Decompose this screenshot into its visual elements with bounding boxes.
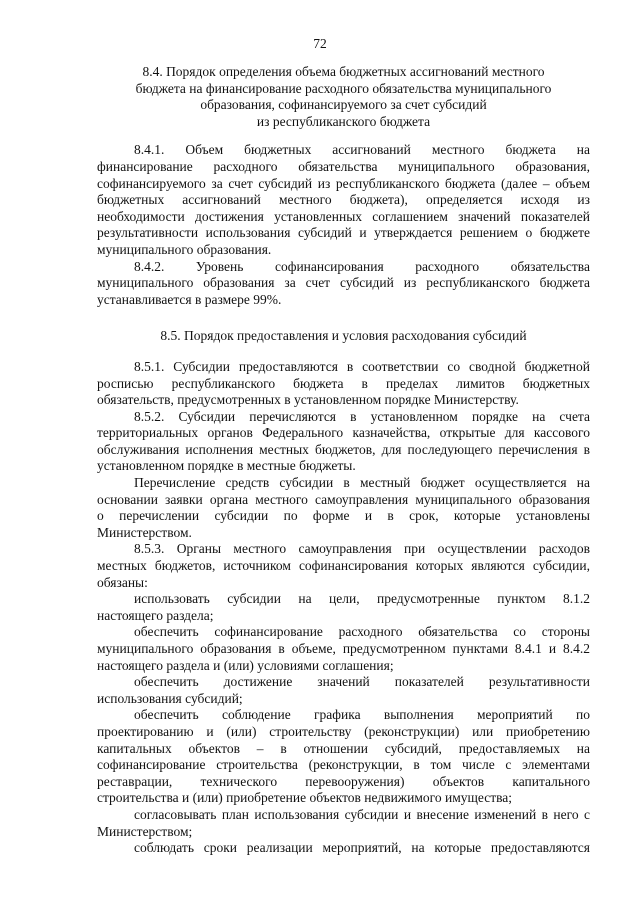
text-line: обслуживания исполнения местных бюджетов, для последующего перечисления в	[97, 441, 590, 457]
text-line: согласовывать план использования субсидии и внесение изменений в него с	[134, 806, 590, 822]
text-line: использования субсидий;	[97, 690, 243, 706]
text-line: обеспечить достижение значений показателей результативности	[134, 674, 590, 690]
text-line: капитальных объектов – в отношении субсидий, предоставляемых на	[97, 740, 590, 756]
heading-line: из республиканского бюджета	[256, 113, 431, 129]
text-line: росписью республиканского бюджета в пределах лимитов бюджетных	[97, 375, 590, 391]
heading-line: 8.4. Порядок определения объема бюджетных ассигнований местного	[142, 64, 545, 79]
text-line: настоящего раздела;	[97, 607, 214, 623]
text-line: строительства и (или) приобретение объектов недвижимого имущества;	[97, 790, 513, 806]
obligation-schedule	[97, 707, 590, 807]
text-line: муниципального образования в объеме, предусмотренном пунктами 8.4.1 и 8.4.2	[97, 641, 590, 656]
text-line: бюджетных ассигнований местного бюджета), определяется исходя из	[97, 192, 590, 208]
text-line: установленном порядке в местные бюджеты.	[97, 458, 356, 474]
text-line: обеспечить софинансирование расходного обязательства со стороны	[134, 624, 590, 640]
text-line: необходимости достижения установленных соглашением значений показателей	[97, 208, 590, 224]
text-line: софинансируемого за счет субсидий из республиканского бюджета (далее – объем	[97, 175, 590, 191]
heading-line: 8.5. Порядок предоставления и условия расходования субсидий	[160, 328, 527, 344]
paragraph-8-5-1	[97, 359, 590, 409]
text-line: устанавливается в размере 99%.	[97, 291, 282, 307]
section-8-5-heading	[97, 328, 590, 345]
text-line: 8.5.1. Субсидии предоставляются в соответствии со сводной бюджетной	[134, 358, 590, 374]
text-line: результативности использования субсидий и утверждается решением о бюджете	[97, 225, 590, 241]
text-line: проектированию и (или) строительству (реконструкции) или приобретению	[97, 723, 590, 739]
text-line: основании заявки органа местного самоуправления муниципального образования	[97, 491, 590, 507]
paragraph-8-4-1	[97, 142, 590, 258]
text-line: 8.4.2. Уровень софинансирования расходного обязательства	[134, 258, 590, 274]
page-content	[97, 64, 590, 857]
obligation-plan-approval	[97, 807, 590, 840]
obligation-indicators	[97, 674, 590, 707]
text-line: использовать субсидии на цели, предусмотренные пунктом 8.1.2	[134, 591, 590, 607]
text-line: 8.4.1. Объем бюджетных ассигнований местного бюджета на	[134, 142, 590, 158]
text-line: соблюдать сроки реализации мероприятий, на которые предоставляются	[134, 840, 590, 856]
obligation-cofinancing	[97, 624, 590, 674]
text-line: о перечислении субсидии по форме и в срок, которые установлены	[97, 508, 590, 524]
heading-line: бюджета на финансирование расходного обязательства муниципального	[135, 80, 552, 96]
section-8-4-heading	[97, 64, 590, 130]
paragraph-transfer	[97, 475, 590, 541]
page-number: 72	[313, 36, 327, 51]
obligation-deadlines	[97, 840, 590, 857]
text-line: финансирование расходного обязательства муниципального образования,	[97, 158, 590, 174]
text-line: обязательств, предусмотренных в установленном порядке Министерству.	[97, 392, 519, 408]
text-line: 8.5.3. Органы местного самоуправления при осуществлении расходов	[134, 541, 590, 557]
text-line: Перечисление средств субсидии в местный бюджет осуществляется на	[134, 475, 590, 491]
text-line: реставрации, технического перевооружения) объектов капитального	[97, 773, 590, 789]
text-line: софинансирование строительства (реконструкции, в том числе с элементами	[97, 757, 590, 773]
paragraph-8-5-2	[97, 409, 590, 475]
obligation-use-subsidies	[97, 591, 590, 624]
text-line: 8.5.2. Субсидии перечисляются в установленном порядке на счета	[134, 408, 590, 424]
text-line: территориальных органов Федерального казначейства, открытые для кассового	[97, 425, 590, 441]
text-line: муниципального образования за счет субсидий из республиканского бюджета	[97, 275, 590, 291]
text-line: муниципального образования.	[97, 241, 272, 257]
text-line: обязаны:	[97, 574, 148, 590]
paragraph-8-4-2	[97, 259, 590, 309]
text-line: местных бюджетов, источником софинансирования которых являются субсидии,	[97, 558, 590, 574]
text-line: настоящего раздела и (или) условиями соглашения;	[97, 657, 394, 673]
heading-line: образования, софинансируемого за счет субсидий	[200, 97, 487, 113]
text-line: Министерством.	[97, 524, 192, 540]
text-line: Министерством;	[97, 823, 193, 839]
text-line: обеспечить соблюдение графика выполнения мероприятий по	[134, 707, 590, 723]
paragraph-8-5-3	[97, 541, 590, 591]
